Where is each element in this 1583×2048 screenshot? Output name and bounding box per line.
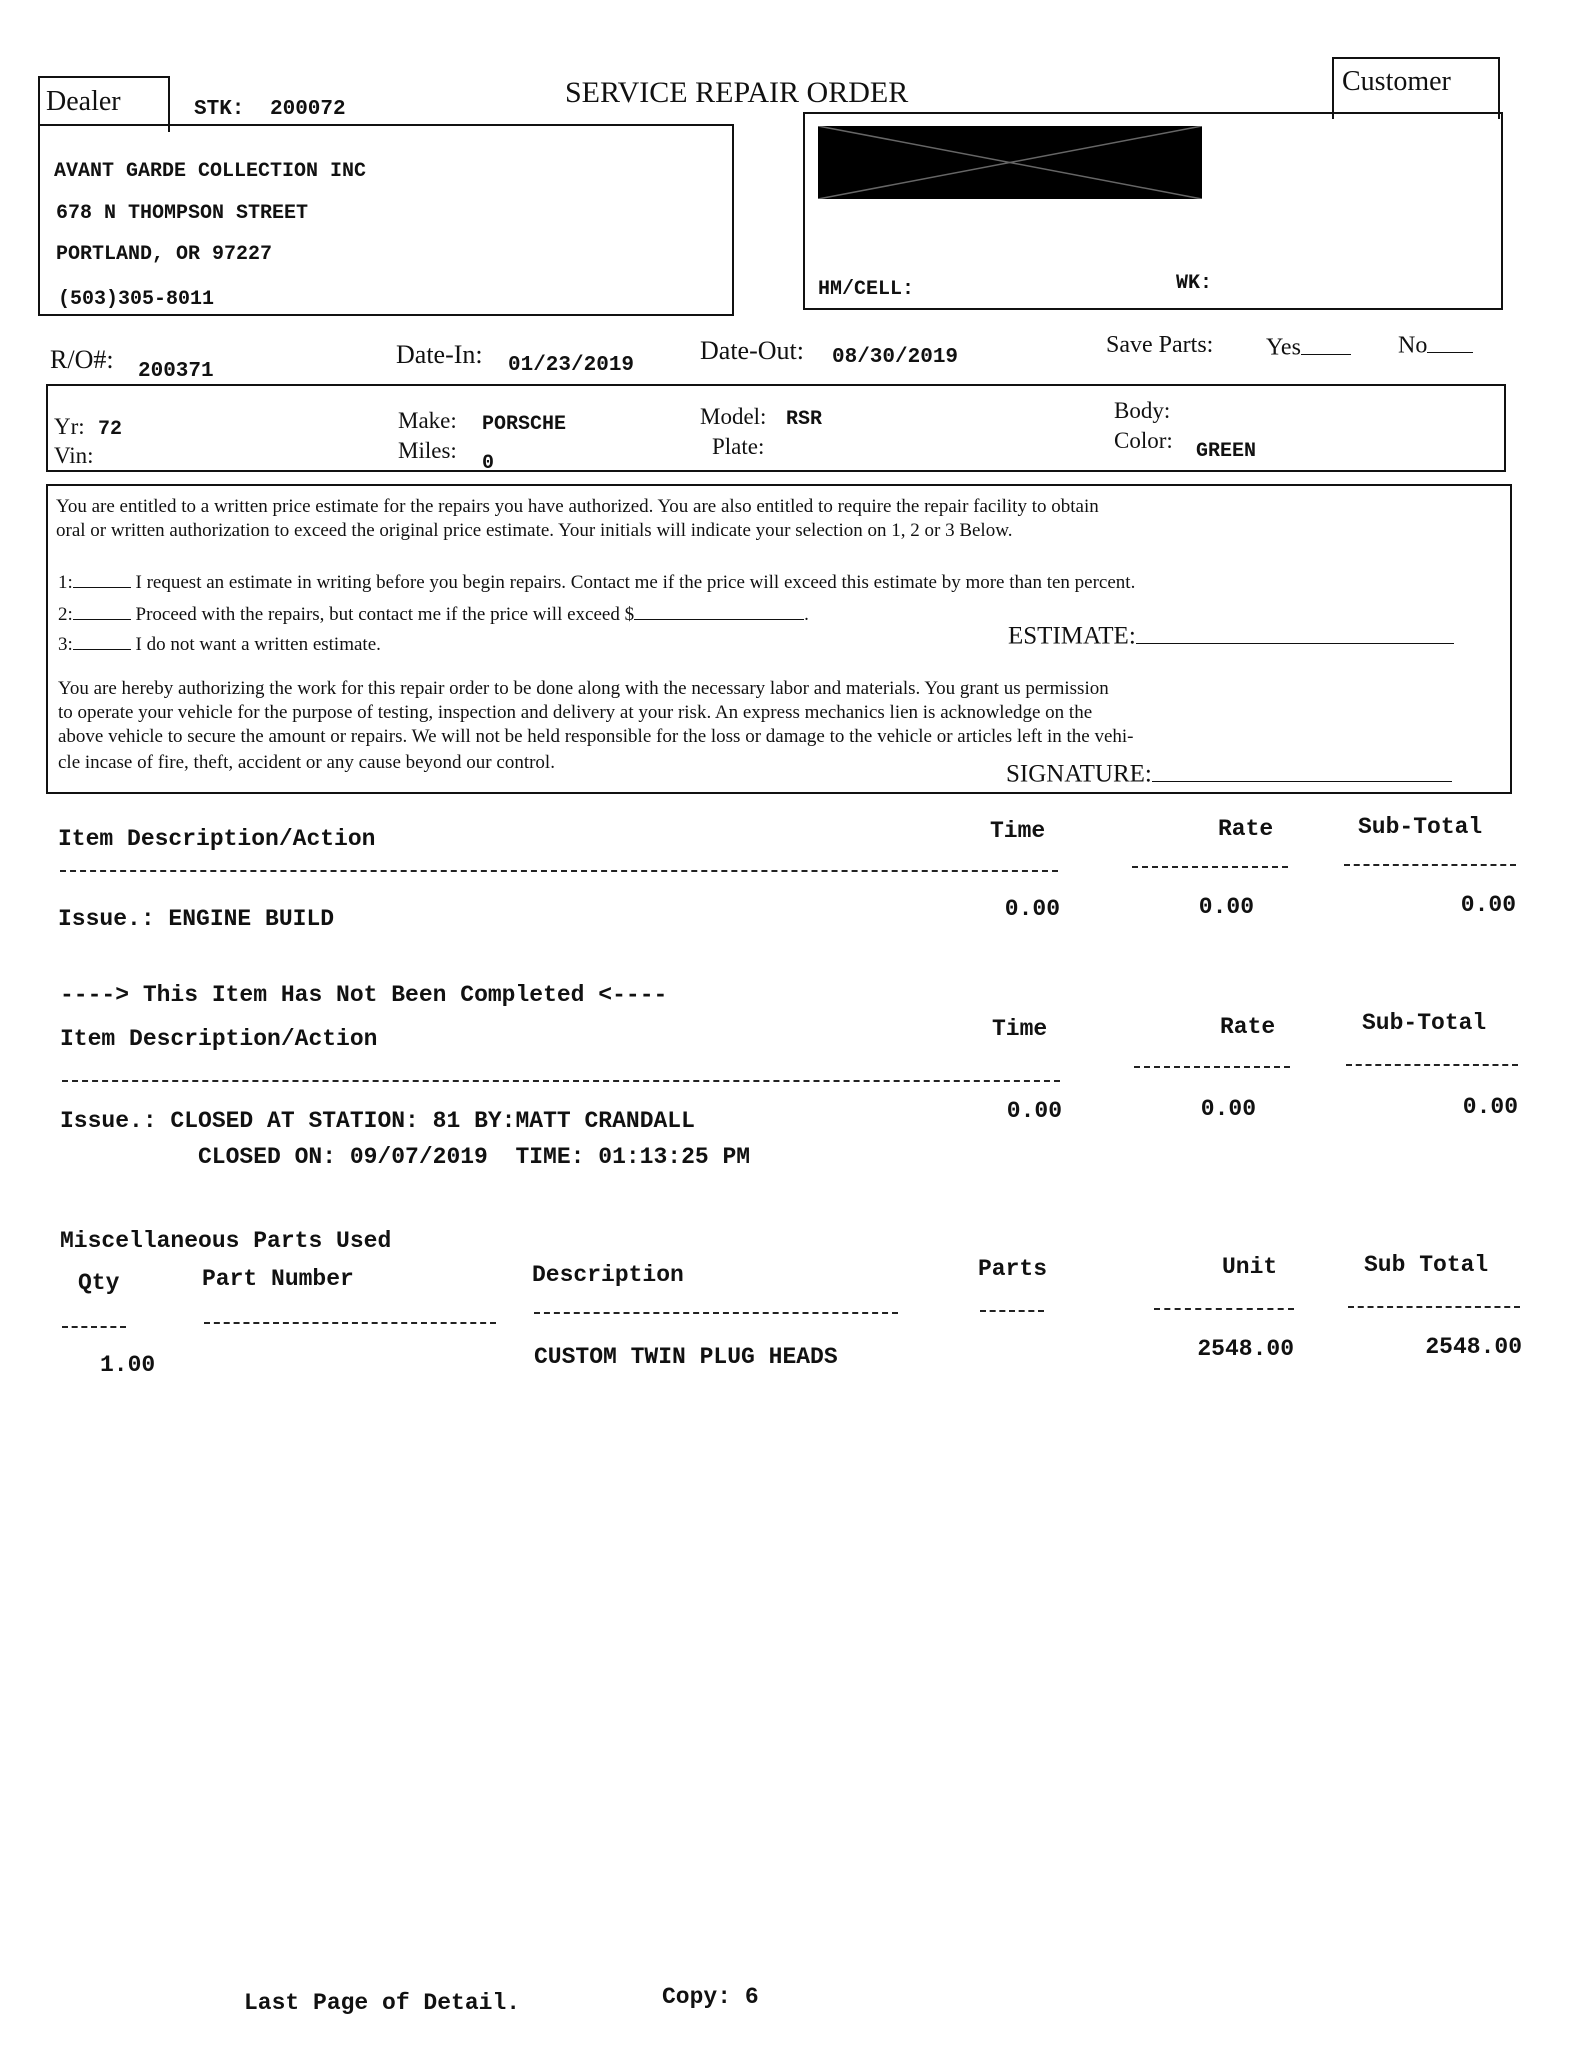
date-in-value: 01/23/2019 [508,354,635,377]
divider [534,1312,898,1314]
terms-auth-line2: to operate your vehicle for the purpose of testing, inspection and delivery at your risk. An express mechanics lien is acknowledge on the [58,702,1093,723]
dealer-name: AVANT GARDE COLLECTION INC [54,160,367,183]
date-out-value: 08/30/2019 [832,346,959,369]
item-desc-header: Item Description/Action [60,1026,378,1052]
divider [1344,864,1516,866]
color-value: GREEN [1196,440,1257,463]
terms-intro-line1: You are entitled to a written price estimate for the repairs you have authorized. You are also entitled to require the repair facility to obtain [56,496,1099,517]
customer-label: Customer [1342,66,1451,97]
item-subtotal-header: Sub-Total [1362,1010,1487,1036]
option-1-number: 1: [58,572,73,594]
divider [1132,866,1288,868]
parts-unit-header: Unit [1222,1254,1278,1280]
item-not-completed-notice: ----> This Item Has Not Been Completed <---- [60,982,668,1008]
redacted-customer-name [818,126,1202,199]
yes-blank[interactable] [1301,332,1351,355]
divider [980,1310,1044,1312]
vehicle-box [46,384,1506,472]
option-3-text: I do not want a written estimate. [135,634,381,656]
item1-time: 0.00 [1004,896,1060,922]
item-desc-header: Item Description/Action [58,826,376,852]
option-2-amount[interactable] [634,602,804,620]
item-time-header: Time [992,1016,1048,1042]
wk-label: WK: [1176,272,1213,295]
stk-value: 200072 [270,98,346,121]
parts-parts-header: Parts [978,1256,1048,1282]
estimate-field[interactable] [1008,620,1454,651]
terms-intro-line2: oral or written authorization to exceed the original price estimate. Your initials will indicate your selection on 1, 2 or 3 Below. [56,520,1013,541]
plate-label: Plate: [712,434,765,459]
option-2-text: Proceed with the repairs, but contact me if the price will exceed $ [135,604,635,626]
footer-copy: Copy: 6 [662,1984,759,2010]
divider [1134,1066,1290,1068]
terms-auth-line3: above vehicle to secure the amount or repairs. We will not be held responsible for the loss or damage to the vehicle or articles left in the vehi- [58,726,1134,747]
signature-field[interactable] [1006,758,1452,789]
part-unit: 2548.00 [1197,1336,1294,1362]
item-time-header: Time [990,818,1046,844]
item-rate-header: Rate [1220,1014,1276,1040]
redaction-cross-icon [818,126,1202,199]
yes-label: Yes [1266,334,1301,361]
option-3[interactable] [58,632,381,658]
ro-label: R/O#: [50,345,114,374]
estimate-label: ESTIMATE: [1008,622,1136,650]
dealer-label: Dealer [46,86,121,117]
make-value: PORSCHE [482,413,567,436]
divider [1154,1308,1294,1310]
signature-blank[interactable] [1152,758,1452,782]
parts-qty-header: Qty [78,1270,120,1296]
divider [1346,1064,1518,1066]
divider [62,1326,126,1328]
parts-number-header: Part Number [202,1266,354,1292]
item2-rate: 0.00 [1200,1096,1256,1122]
divider [204,1322,496,1324]
body-label: Body: [1114,398,1171,423]
item-rate-header: Rate [1218,816,1274,842]
option-1-initials[interactable] [73,570,131,588]
part-description: CUSTOM TWIN PLUG HEADS [534,1344,838,1370]
signature-label: SIGNATURE: [1006,760,1152,788]
option-2[interactable]: 2: Proceed with the repairs, but contact me if the price will exceed $ . [58,602,809,628]
no-blank[interactable] [1427,330,1473,353]
date-in-label: Date-In: [396,340,483,369]
footer-last-page: Last Page of Detail. [244,1990,521,2016]
yr-value: 72 [98,418,123,441]
option-2-number: 2: [58,604,73,626]
divider [1348,1306,1520,1308]
option-1-text: I request an estimate in writing before you begin repairs. Contact me if the price will exceed this estimate by more than ten percent. [135,572,1136,594]
hm-cell-label: HM/CELL: [818,278,915,301]
model-label: Model: [700,404,767,429]
item2-subtotal: 0.00 [1462,1094,1518,1120]
ro-value: 200371 [138,360,214,383]
model-value: RSR [786,408,823,431]
option-1[interactable] [58,570,1135,596]
color-label: Color: [1114,428,1173,453]
vin-label: Vin: [54,443,94,468]
parts-section-title: Miscellaneous Parts Used [60,1228,392,1254]
terms-auth-line1: You are hereby authorizing the work for this repair order to be done along with the necessary labor and materials. You grant us permission [58,678,1109,699]
part-qty: 1.00 [100,1352,156,1378]
parts-description-header: Description [532,1262,684,1288]
part-subtotal: 2548.00 [1425,1334,1522,1360]
option-2-initials[interactable] [73,602,131,620]
item1-issue: Issue.: ENGINE BUILD [58,906,335,932]
dealer-city: PORTLAND, OR 97227 [56,243,273,266]
no-label: No [1398,332,1428,359]
stk-label: STK: [194,98,245,121]
date-out-label: Date-Out: [700,336,804,365]
terms-auth-line4: cle incase of fire, theft, accident or any cause beyond our control. [58,752,555,773]
item2-closed-on: CLOSED ON: 09/07/2019 TIME: 01:13:25 PM [198,1144,751,1170]
page-title: SERVICE REPAIR ORDER [565,76,909,109]
option-3-initials[interactable] [73,632,131,650]
item1-rate: 0.00 [1198,894,1254,920]
yr-label: Yr: [54,414,85,439]
save-parts-yes[interactable] [1266,332,1351,362]
parts-subtotal-header: Sub Total [1364,1252,1489,1278]
save-parts-label: Save Parts: [1106,332,1214,358]
item2-time: 0.00 [1006,1098,1062,1124]
item2-issue: Issue.: CLOSED AT STATION: 81 BY:MATT CRANDALL [60,1108,695,1134]
divider [60,870,1058,872]
item-subtotal-header: Sub-Total [1358,814,1483,840]
save-parts-no[interactable] [1398,330,1473,360]
miles-value: 0 [482,452,495,475]
option-3-number: 3: [58,634,73,656]
estimate-blank[interactable] [1136,620,1454,644]
make-label: Make: [398,408,457,433]
dealer-street: 678 N THOMPSON STREET [56,202,309,225]
dealer-phone: (503)305-8011 [58,288,215,311]
divider [62,1080,1060,1082]
item1-subtotal: 0.00 [1460,892,1516,918]
miles-label: Miles: [398,438,457,463]
